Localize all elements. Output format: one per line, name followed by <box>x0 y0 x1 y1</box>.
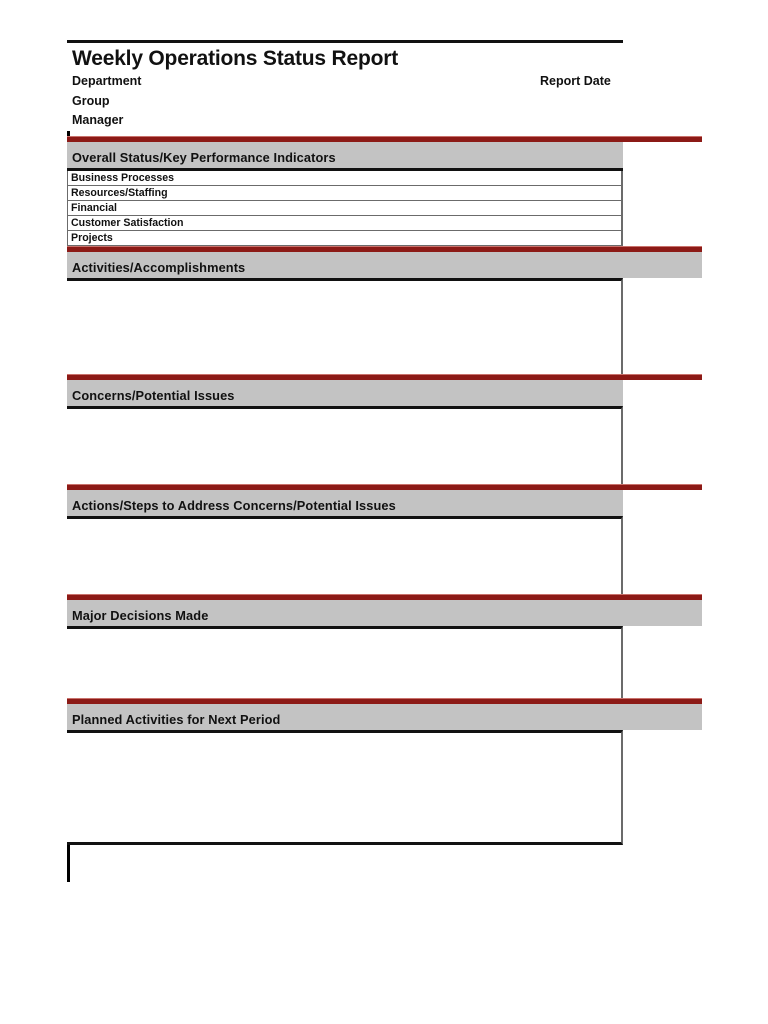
meta-row-department <box>72 72 702 92</box>
status-report-form <box>67 40 702 845</box>
meta-row-manager <box>72 111 702 131</box>
report-header <box>67 43 702 131</box>
report-date-label: Report Date <box>540 74 611 88</box>
section-heading-concerns: Concerns/Potential Issues <box>72 387 235 403</box>
section-header-planned <box>67 704 702 730</box>
table-row[interactable] <box>68 215 623 230</box>
section-header-actions <box>67 490 623 516</box>
actions-input-area[interactable] <box>67 516 623 594</box>
department-label: Department <box>72 74 142 88</box>
section-heading-actions: Actions/Steps to Address Concerns/Potential Issues <box>72 497 396 513</box>
kpi-label-financial: Financial <box>68 200 623 215</box>
table-row[interactable] <box>68 200 623 215</box>
decisions-input-area[interactable] <box>67 626 623 698</box>
kpi-label-customer-satisfaction: Customer Satisfaction <box>68 215 623 230</box>
section-header-concerns <box>67 380 623 406</box>
section-heading-activities: Activities/Accomplishments <box>72 259 246 275</box>
kpi-label-business-processes: Business Processes <box>68 169 623 185</box>
table-row[interactable] <box>68 169 623 185</box>
kpi-table <box>67 168 623 246</box>
section-heading-kpi: Overall Status/Key Performance Indicators <box>72 149 336 165</box>
table-row[interactable] <box>68 230 623 245</box>
meta-row-group <box>72 92 702 112</box>
table-row[interactable] <box>68 185 623 200</box>
activities-input-area[interactable] <box>67 278 623 374</box>
kpi-label-projects: Projects <box>71 231 113 244</box>
concerns-input-area[interactable] <box>67 406 623 484</box>
section-heading-decisions: Major Decisions Made <box>72 607 209 623</box>
section-header-kpi <box>67 142 623 168</box>
section-header-decisions <box>67 600 702 626</box>
section-header-activities <box>67 252 702 278</box>
page-title: Weekly Operations Status Report <box>72 47 398 70</box>
manager-label: Manager <box>72 113 124 127</box>
kpi-label-resources-staffing: Resources/Staffing <box>68 185 623 200</box>
section-heading-planned: Planned Activities for Next Period <box>72 711 281 727</box>
group-label: Group <box>72 93 110 108</box>
planned-input-area[interactable] <box>67 730 623 845</box>
